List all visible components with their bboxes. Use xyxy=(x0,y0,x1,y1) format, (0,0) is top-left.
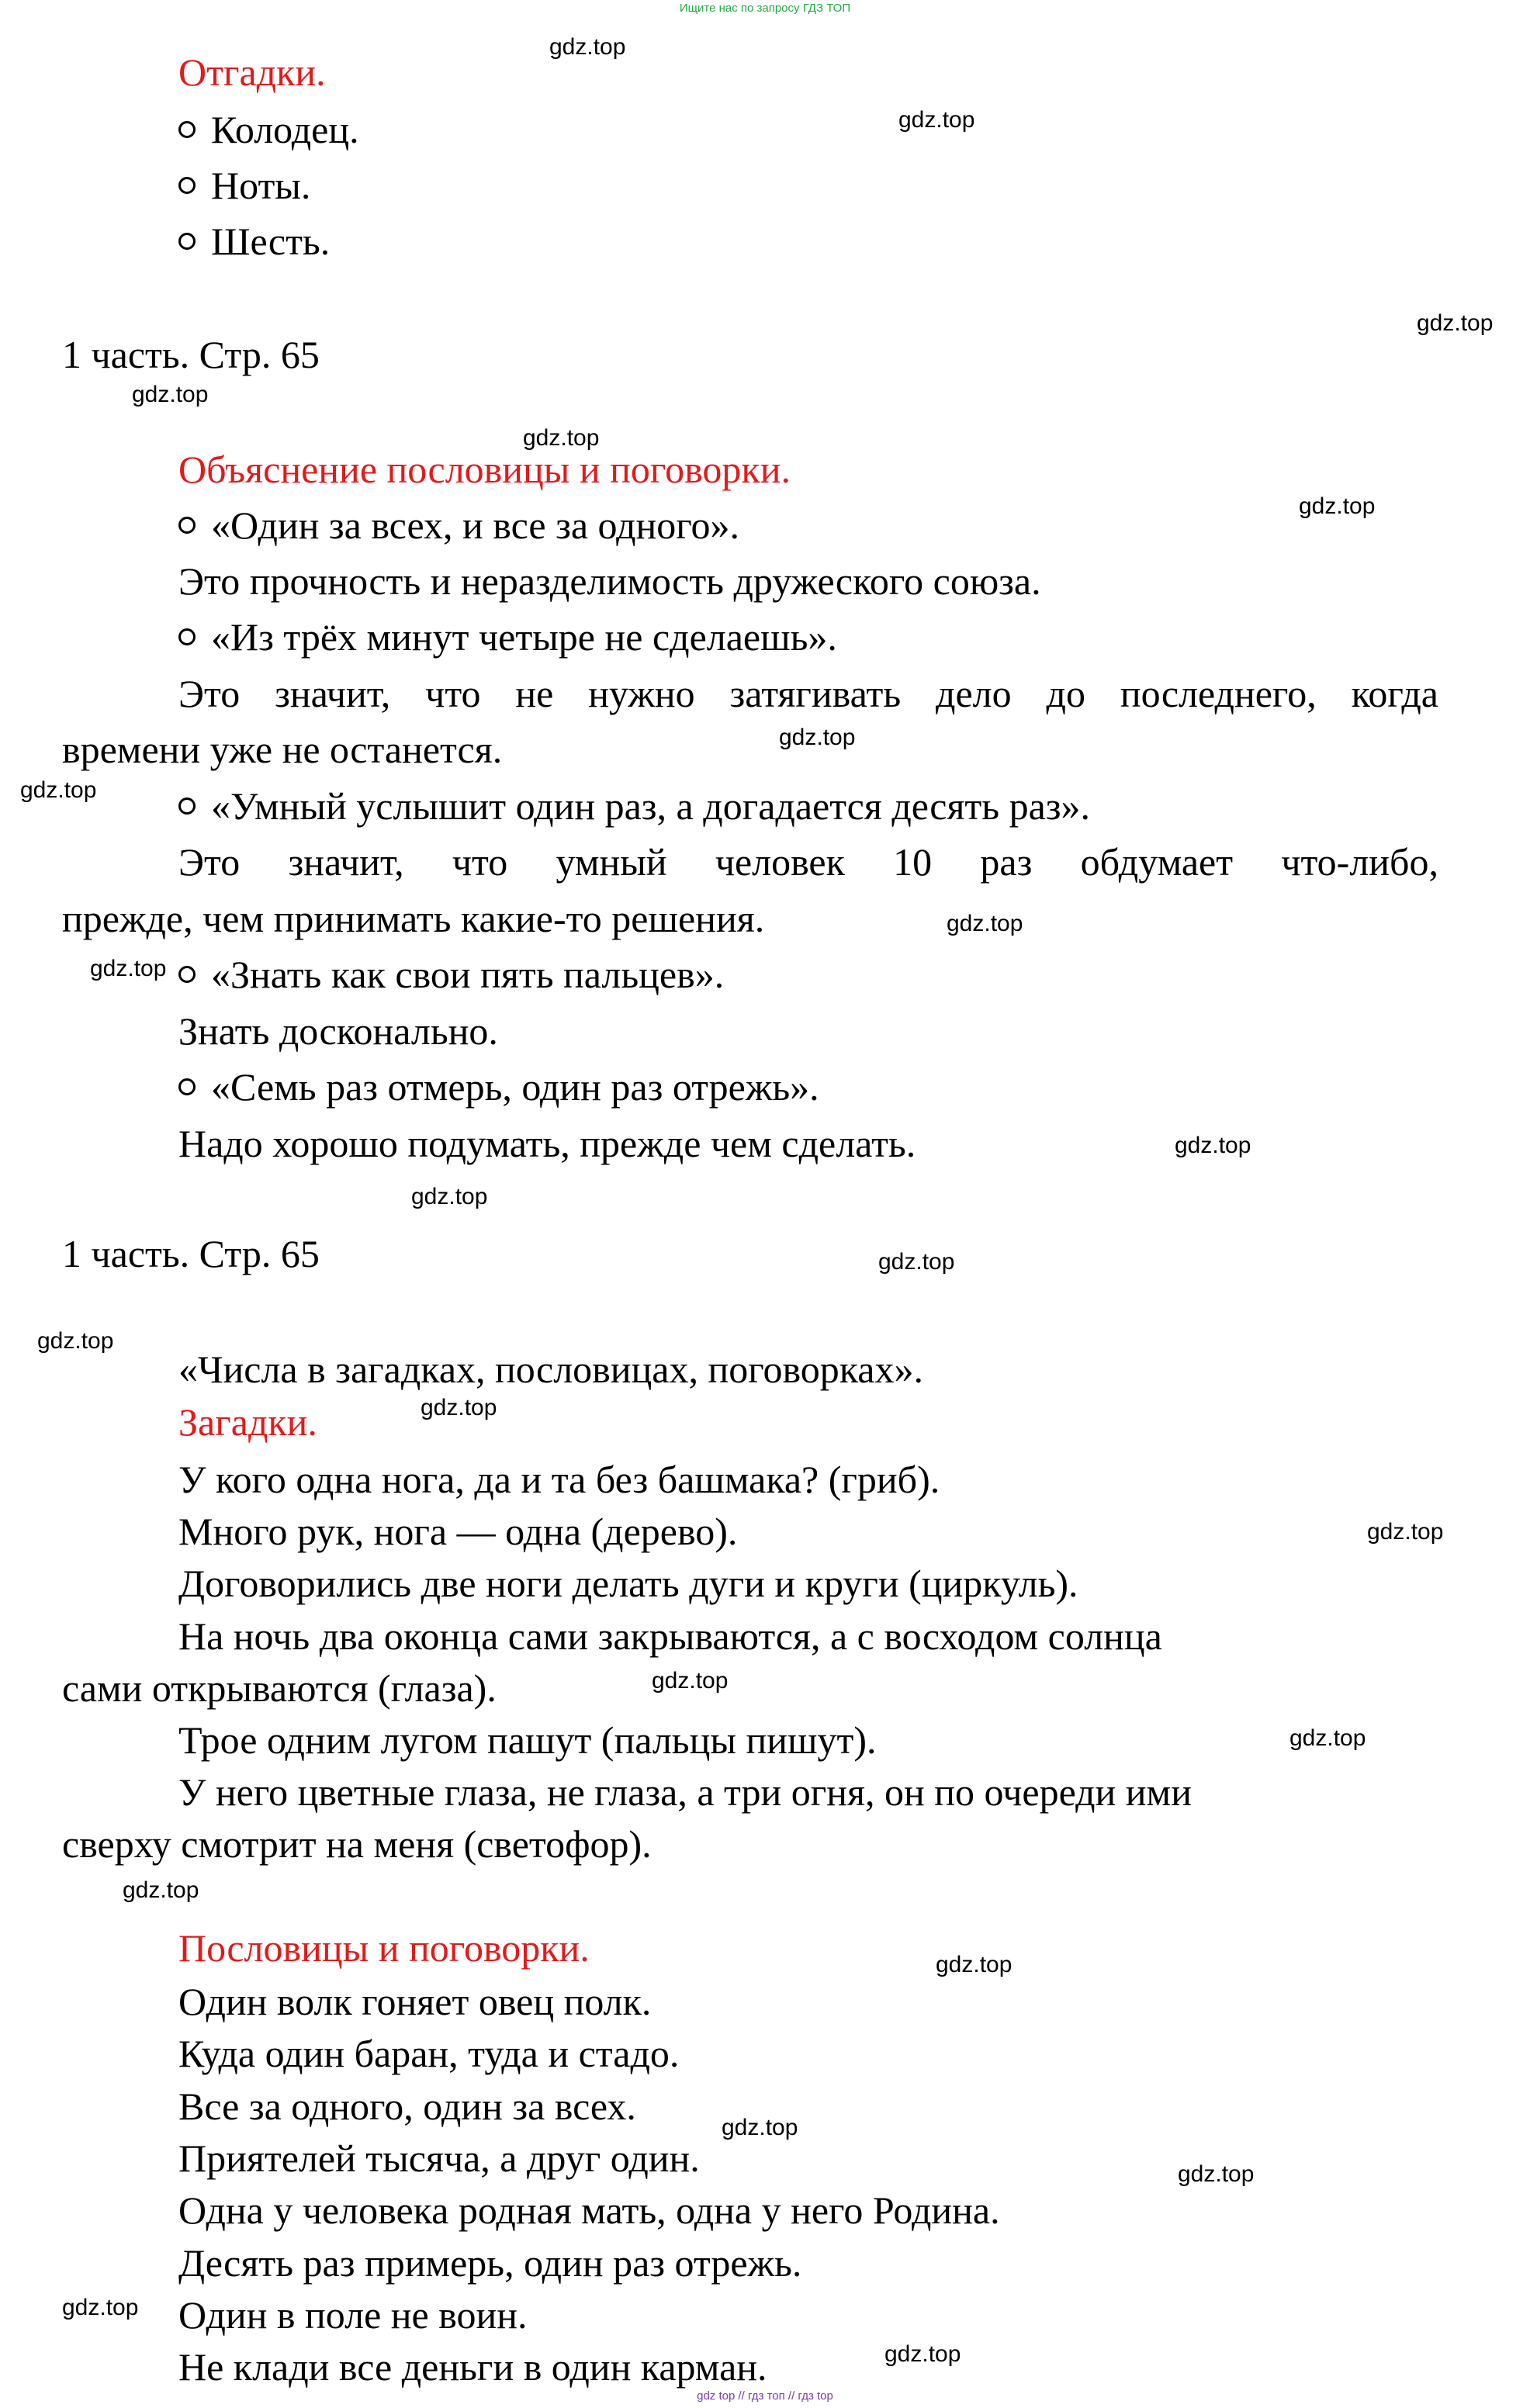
bullet-icon xyxy=(178,1078,196,1095)
watermark: gdz.top xyxy=(1367,1519,1444,1545)
riddle-text: Договорились две ноги делать дуги и круги (циркуль). xyxy=(178,1562,1078,1605)
riddle-text: сверху смотрит на меня (светофор). xyxy=(62,1822,652,1866)
bullet-icon xyxy=(178,517,196,534)
proverb-line: Одна у человека родная мать, одна у него Родина. xyxy=(178,2188,1000,2232)
explanation-text: Это прочность и неразделимость дружеского союза. xyxy=(178,559,1041,603)
section-heading: 1 часть. Стр. 65 xyxy=(62,1232,320,1275)
watermark: gdz.top xyxy=(62,2295,139,2320)
proverb-line: Десять раз примерь, один раз отрежь. xyxy=(178,2241,802,2285)
riddle-text: На ночь два оконца сами закрываются, а с восходом солнца xyxy=(178,1614,1162,1658)
answer-item: Шесть. xyxy=(178,222,330,261)
top-banner: Ищите нас по запросу ГДЗ ТОП xyxy=(679,2,851,15)
proverb-item: «Семь раз отмерь, один раз отрежь». xyxy=(178,1067,819,1106)
answer-item: Ноты. xyxy=(178,166,310,205)
section-title: «Числа в загадках, пословицах, поговорках». xyxy=(178,1348,923,1391)
explanation-text: Это значит, что умный человек 10 раз обдумает что-либо, xyxy=(178,840,1438,884)
riddles-title: Загадки. xyxy=(178,1400,317,1444)
watermark: gdz.top xyxy=(421,1395,497,1420)
watermark: gdz.top xyxy=(898,107,975,133)
watermark: gdz.top xyxy=(936,1952,1012,1977)
watermark: gdz.top xyxy=(523,425,600,451)
watermark: gdz.top xyxy=(779,725,856,750)
watermark: gdz.top xyxy=(878,1249,955,1275)
bullet-icon xyxy=(178,966,196,983)
explanation-text: времени уже не останется. xyxy=(62,728,503,771)
bullet-icon xyxy=(178,177,196,194)
proverb-line: Приятелей тысяча, а друг один. xyxy=(178,2136,700,2180)
watermark: gdz.top xyxy=(1299,493,1376,519)
bullet-icon xyxy=(178,628,196,645)
bullet-icon xyxy=(178,233,196,250)
proverb-line: Куда один баран, туда и стадо. xyxy=(178,2032,680,2075)
proverb-line: Все за одного, один за всех. xyxy=(178,2085,636,2128)
proverbs-title: Пословицы и поговорки. xyxy=(178,1926,590,1970)
riddle-text: Много рук, нога — одна (дерево). xyxy=(178,1510,738,1553)
proverb-item: «Из трёх минут четыре не сделаешь». xyxy=(178,618,837,656)
bottom-banner: gdz top // гдз топ // гдз top xyxy=(697,2389,833,2403)
watermark: gdz.top xyxy=(1289,1725,1366,1751)
answers-title: Отгадки. xyxy=(178,50,326,94)
proverb-item: «Один за всех, и все за одного». xyxy=(178,506,739,545)
explanation-text: Знать досконально. xyxy=(178,1009,498,1053)
bullet-icon xyxy=(178,121,196,138)
explanation-text: прежде, чем принимать какие-то решения. xyxy=(62,897,765,940)
watermark: gdz.top xyxy=(1417,310,1494,336)
watermark: gdz.top xyxy=(947,911,1023,936)
proverb-line: Не клади все деньги в один карман. xyxy=(178,2345,767,2389)
section-heading: 1 часть. Стр. 65 xyxy=(62,333,320,376)
riddle-text: У кого одна нога, да и та без башмака? (гриб). xyxy=(178,1458,940,1501)
bullet-icon xyxy=(178,797,196,815)
watermark: gdz.top xyxy=(884,2341,961,2367)
proverb-item: «Умный услышит один раз, а догадается десять раз». xyxy=(178,787,1090,825)
proverb-line: Один волк гоняет овец полк. xyxy=(178,1980,652,2023)
watermark: gdz.top xyxy=(132,382,209,407)
watermark: gdz.top xyxy=(20,777,97,803)
watermark: gdz.top xyxy=(37,1328,114,1354)
riddle-text: Трое одним лугом пашут (пальцы пишут). xyxy=(178,1718,877,1762)
watermark: gdz.top xyxy=(652,1668,729,1694)
proverb-line: Один в поле не воин. xyxy=(178,2293,528,2337)
watermark: gdz.top xyxy=(123,1877,199,1903)
riddle-text: У него цветные глаза, не глаза, а три огня, он по очереди ими xyxy=(178,1770,1192,1814)
section-title: Объяснение пословицы и поговорки. xyxy=(178,448,791,491)
watermark: gdz.top xyxy=(549,34,626,60)
answer-item: Колодец. xyxy=(178,110,359,149)
riddle-text: сами открываются (глаза). xyxy=(62,1666,497,1710)
watermark: gdz.top xyxy=(722,2115,798,2140)
explanation-text: Надо хорошо подумать, прежде чем сделать. xyxy=(178,1122,916,1165)
proverb-item: «Знать как свои пять пальцев». xyxy=(178,955,724,994)
watermark: gdz.top xyxy=(90,956,167,981)
watermark: gdz.top xyxy=(1175,1133,1251,1158)
explanation-text: Это значит, что не нужно затягивать дело до последнего, когда xyxy=(178,672,1438,715)
watermark: gdz.top xyxy=(411,1184,488,1209)
watermark: gdz.top xyxy=(1178,2161,1255,2187)
